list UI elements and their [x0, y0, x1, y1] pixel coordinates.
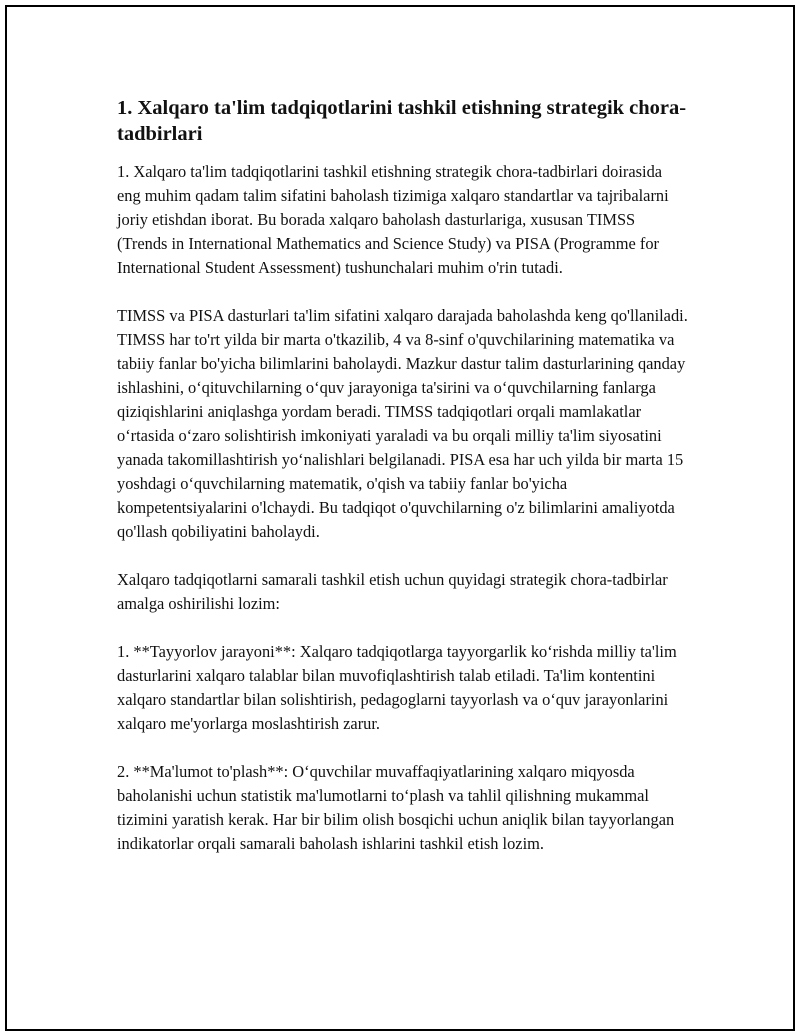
paragraph-measures-intro: Xalqaro tadqiqotlarni samarali tashkil etish uchun quyidagi strategik chora-tadbirlar amalga oshirilishi lozim:: [117, 570, 668, 613]
document-title: 1. Xalqaro ta'lim tadqiqotlarini tashkil etishning strategik chora-tadbirlari: [117, 97, 687, 145]
paragraph-intro: 1. Xalqaro ta'lim tadqiqotlarini tashkil etishning strategik chora-tadbirlari doirasida eng muhim qadam talim sifatini baholash tizimiga xalqaro standartlar va tajribalarni joriy etishdan iborat. Bu borada xalqaro baholash dasturlariga, xususan TIMSS (Trends in International Mathematics and Science Study) va PISA (Programme for International Student Assessment) tushunchalari muhim o'rin tutadi.: [117, 162, 669, 277]
document-content: [117, 95, 689, 880]
paragraph-preparation: 1. **Tayyorlov jarayoni**: Xalqaro tadqiqotlarga tayyorgarlik ko‘rishda milliy ta'lim dasturlarini xalqaro talablar bilan muvofiqlashtirish talab etiladi. Ta'lim kontentini xalqaro standartlar bilan solishtirish, pedagoglarni tayyorlash va o‘quv jarayonlarini xalqaro me'yorlarga moslashtirish zarur.: [117, 642, 677, 733]
paragraph-data-collection: 2. **Ma'lumot to'plash**: O‘quvchilar muvaffaqiyatlarining xalqaro miqyosda baholanishi uchun statistik ma'lumotlarni to‘plash va tahlil qilishning mukammal tizimini yaratish kerak. Har bir bilim olish bosqichi uchun aniqlik bilan tayyorlangan indikatorlar orqali samarali baholash ishlarini tashkil etish lozim.: [117, 762, 675, 853]
paragraph-timss-pisa: TIMSS va PISA dasturlari ta'lim sifatini xalqaro darajada baholashda keng qo'llaniladi. TIMSS har to'rt yilda bir marta o'tkazilib, 4 va 8-sinf o'quvchilarining matematika va tabiiy fanlar bo'yicha bilimlarini baholaydi. Mazkur dastur talim dasturlarining qanday ishlashini, o‘qituvchilarning o‘quv jarayoniga ta'sirini va o‘quvchilarning fanlarga qiziqishlarini aniqlashga yordam beradi. TIMSS tadqiqotlari orqali mamlakatlar o‘rtasida o‘zaro solishtirish imkoniyati yaraladi va bu orqali milliy ta'lim siyosatini yanada takomillashtirish yo‘nalishlari belgilanadi. PISA esa har uch yilda bir marta 15 yoshdagi o‘quvchilarning matematik, o'qish va tabiiy fanlar bo'yicha kompetentsiyalarini o'lchaydi. Bu tadqiqot o'quvchilarning o'z bilimlarini amaliyotda qo'llash qobiliyatini baholaydi.: [117, 306, 688, 541]
